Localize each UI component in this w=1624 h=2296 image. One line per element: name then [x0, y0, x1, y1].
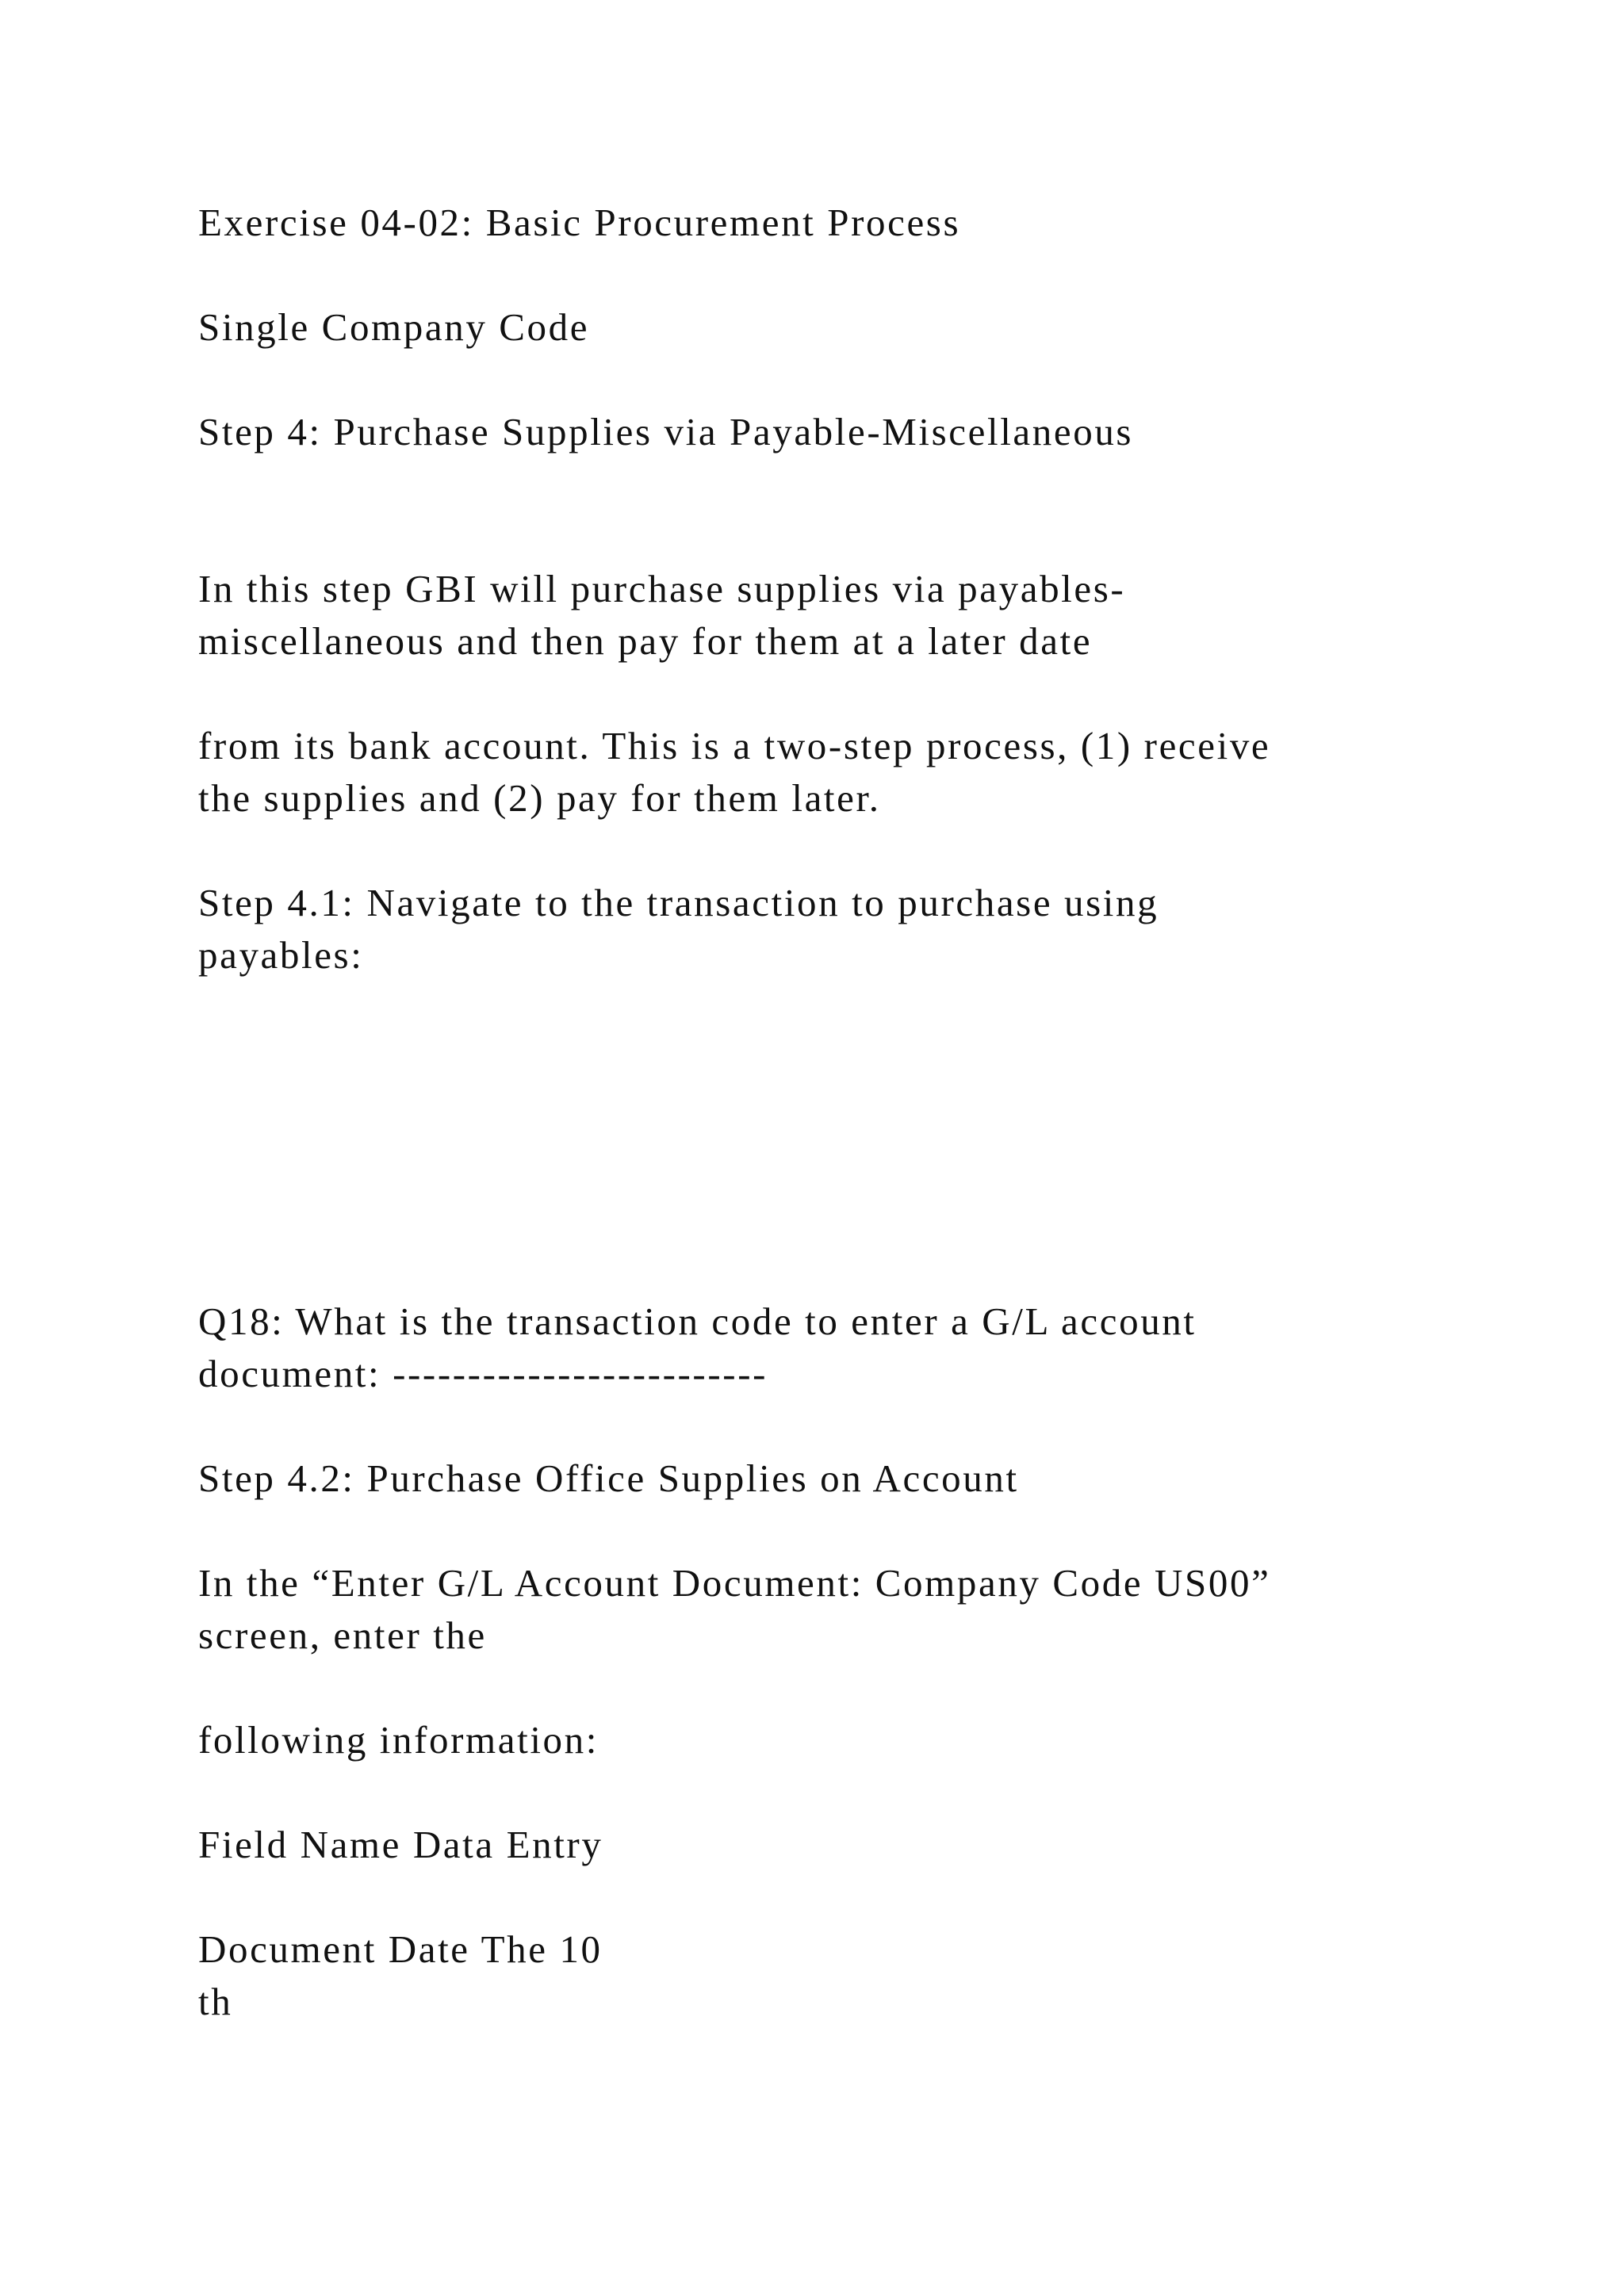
- step41-line-1: Step 4.1: Navigate to the transaction to purchase using: [198, 881, 1159, 924]
- intro-paragraph-line-1: In this step GBI will purchase supplies via payables-: [198, 567, 1126, 610]
- intro-paragraph-line-2: miscellaneous and then pay for them at a later date: [198, 619, 1093, 663]
- instruction-line-2: screen, enter the: [198, 1613, 487, 1657]
- document-subtitle: Single Company Code: [198, 305, 590, 349]
- q18-line-1: Q18: What is the transaction code to enter a G/L account: [198, 1299, 1197, 1343]
- step42-heading: Step 4.2: Purchase Office Supplies on Account: [198, 1456, 1019, 1500]
- document-date-row-line-1: Document Date The 10: [198, 1927, 603, 1971]
- table-header: Field Name Data Entry: [198, 1823, 603, 1866]
- intro-paragraph-2-line-2: the supplies and (2) pay for them later.: [198, 776, 881, 820]
- instruction-line-1: In the “Enter G/L Account Document: Company Code US00”: [198, 1561, 1271, 1605]
- q18-line-2: document: -------------------------: [198, 1352, 768, 1395]
- instruction-continued: following information:: [198, 1718, 599, 1762]
- document-title: Exercise 04-02: Basic Procurement Process: [198, 201, 961, 244]
- intro-paragraph-2-line-1: from its bank account. This is a two-step process, (1) receive: [198, 724, 1271, 767]
- step41-line-2: payables:: [198, 933, 364, 977]
- step4-heading: Step 4: Purchase Supplies via Payable-Miscellaneous: [198, 410, 1134, 453]
- document-date-row-line-2: th: [198, 1980, 233, 2023]
